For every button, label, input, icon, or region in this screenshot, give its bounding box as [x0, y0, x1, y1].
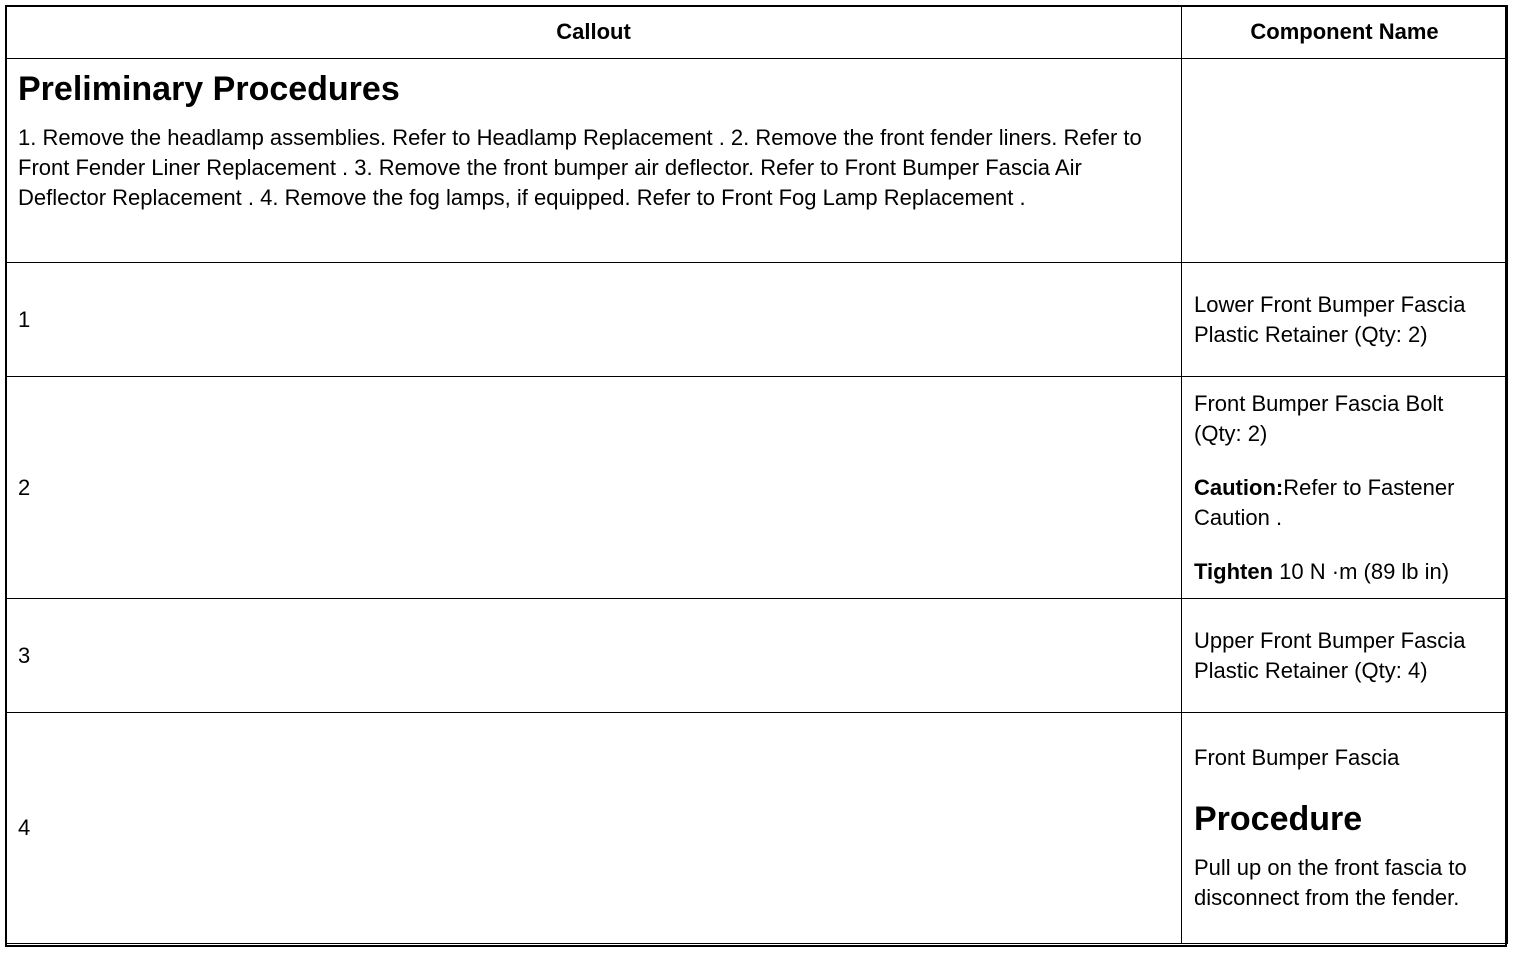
- callout-cell: 2: [6, 377, 1182, 599]
- table-outer-border: [5, 5, 1507, 947]
- procedure-title: Procedure: [1194, 800, 1363, 838]
- preliminary-title: Preliminary Procedures: [18, 70, 400, 108]
- component-name: Lower Front Bumper Fascia Plastic Retainer (Qty: 2): [1194, 291, 1466, 347]
- callout-cell: 1: [6, 263, 1182, 377]
- component-column-header: Component Name: [1182, 6, 1508, 59]
- tighten-value: 10 N ·m (89 lb in): [1279, 558, 1450, 584]
- component-name: Front Bumper Fascia Bolt (Qty: 2): [1194, 390, 1444, 446]
- procedure-text: Pull up on the front fascia to disconnect from the fender.: [1194, 855, 1467, 910]
- callout-cell: 4: [6, 713, 1182, 944]
- callout-column-header: Callout: [6, 6, 1182, 59]
- component-name: Upper Front Bumper Fascia Plastic Retainer (Qty: 4): [1194, 627, 1466, 683]
- caution-label: Caution:: [1194, 474, 1284, 500]
- caution-text: Refer to Fastener Caution .: [1194, 474, 1455, 530]
- component-name: Front Bumper Fascia: [1194, 745, 1400, 770]
- preliminary-text: 1. Remove the headlamp assemblies. Refer to Headlamp Replacement . 2. Remove the front fender liners. Refer to Front Fender Liner Replacement . 3. Remove the front bumper air deflector. Refer to Front Bumper Fascia Air Deflector Replacement . 4. Remove the fog lamps, if equipped. Refer to Front Fog Lamp Replacement .: [18, 125, 1142, 210]
- callout-cell: 3: [6, 599, 1182, 713]
- tighten-label: Tighten: [1194, 558, 1274, 584]
